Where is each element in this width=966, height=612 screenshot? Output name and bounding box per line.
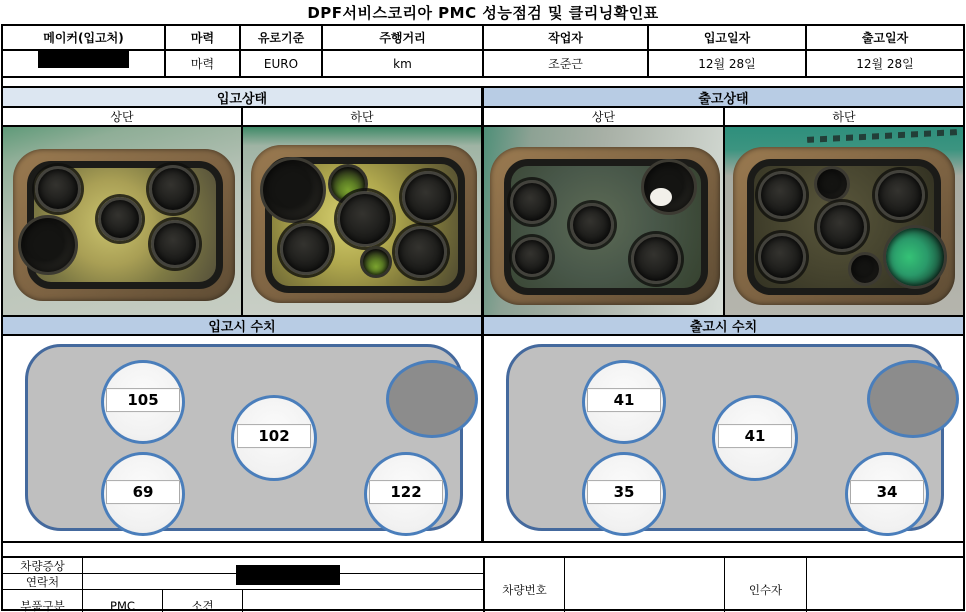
state-header-row xyxy=(3,88,963,108)
part-type-label: 부품구분 xyxy=(3,590,83,612)
vehicle-number-value xyxy=(565,558,725,612)
opinion-label: 소견 xyxy=(163,590,243,612)
redacted-contact-box xyxy=(236,565,340,585)
outlet-bottom-subheader: 하단 xyxy=(725,108,963,125)
inlet-value-bottom-right: 122 xyxy=(369,480,443,504)
header-mileage: 주행거리 xyxy=(323,26,484,51)
filter-port xyxy=(758,171,806,219)
receiver-label: 인수자 xyxy=(725,558,807,612)
vehicle-number-label: 차량번호 xyxy=(485,558,565,612)
outlet-value-bottom-right: 34 xyxy=(850,480,924,504)
filter-port xyxy=(35,166,81,212)
inlet-port-top-left xyxy=(101,360,185,444)
measurement-header-row xyxy=(3,317,963,336)
inlet-bottom-photo xyxy=(243,127,484,315)
inlet-value-top-left: 105 xyxy=(106,388,180,412)
outlet-bottom-photo xyxy=(725,127,963,315)
header-maker: 메이커(입고처) xyxy=(3,26,166,51)
filter-port xyxy=(631,234,681,284)
filter-port xyxy=(395,226,447,278)
value-maker xyxy=(3,51,166,76)
filter-port xyxy=(817,202,867,252)
measurement-diagrams xyxy=(3,336,963,543)
bottom-info-table xyxy=(3,558,963,612)
inlet-state-header: 입고상태 xyxy=(3,88,484,106)
dpf-plate-outline xyxy=(506,344,944,531)
value-outbound-date: 12월 28일 xyxy=(856,57,914,71)
inlet-top-subheader: 상단 xyxy=(3,108,243,125)
part-type-value: PMC xyxy=(83,590,163,612)
inlet-measure-header: 입고시 수치 xyxy=(3,317,484,334)
outlet-measure-header: 출고시 수치 xyxy=(484,317,963,334)
info-table xyxy=(3,26,963,78)
outlet-port-top-left xyxy=(582,360,666,444)
outlet-port-center xyxy=(712,395,798,481)
inlet-bottom-subheader: 하단 xyxy=(243,108,484,125)
page-title: DPF서비스코리아 PMC 성능점검 및 클리닝확인표 xyxy=(307,3,659,22)
header-euro-standard: 유로기준 xyxy=(241,26,323,51)
inlet-value-center: 102 xyxy=(237,424,311,448)
filter-port xyxy=(758,233,806,281)
outlet-diagram xyxy=(484,336,963,541)
open-pipe-port xyxy=(883,225,947,289)
chain-hoist xyxy=(807,129,957,143)
outlet-value-center: 41 xyxy=(718,424,792,448)
through-hole xyxy=(848,252,882,286)
contact-label: 연락처 xyxy=(3,574,83,590)
outlet-state-header: 출고상태 xyxy=(484,88,963,106)
through-hole xyxy=(814,166,850,202)
inlet-diagram xyxy=(3,336,484,541)
header-inbound-date: 입고일자 xyxy=(649,26,807,51)
header-outbound-date: 출고일자 xyxy=(807,26,963,51)
outlet-port-bottom-right xyxy=(845,452,929,536)
outlet-top-photo xyxy=(484,127,725,315)
spacer-row-top xyxy=(3,78,963,88)
header-horsepower: 마력 xyxy=(166,26,241,51)
photo-row xyxy=(3,127,963,317)
filter-port xyxy=(512,237,552,277)
outlet-port-top-right-blank xyxy=(867,360,959,438)
vehicle-symptom-label: 차량증상 xyxy=(3,558,83,574)
filter-port xyxy=(98,197,142,241)
receiver-value xyxy=(807,558,963,612)
form-sheet xyxy=(1,24,965,611)
filter-port xyxy=(151,220,199,268)
outlet-value-bottom-left: 35 xyxy=(587,480,661,504)
value-inbound-date: 12월 28일 xyxy=(649,51,807,76)
inlet-value-bottom-left: 69 xyxy=(106,480,180,504)
opinion-value xyxy=(243,590,485,612)
inlet-port-bottom-left xyxy=(101,452,185,536)
inlet-top-photo xyxy=(3,127,243,315)
inlet-port-center xyxy=(231,395,317,481)
value-horsepower: 마력 xyxy=(166,51,241,76)
through-hole xyxy=(360,246,392,278)
filter-port xyxy=(510,180,554,224)
top-bottom-subheader-row xyxy=(3,108,963,127)
value-mileage: km xyxy=(323,51,484,76)
inlet-port-top-right-blank xyxy=(386,360,478,438)
filter-port xyxy=(337,191,393,247)
redacted-maker-box xyxy=(38,51,129,68)
spacer-row-bottom xyxy=(3,543,963,558)
inlet-port-bottom-right xyxy=(364,452,448,536)
value-worker: 조준근 xyxy=(484,51,649,76)
open-pipe-port xyxy=(18,215,78,275)
filter-port xyxy=(570,203,614,247)
filter-port xyxy=(149,165,197,213)
header-worker: 작업자 xyxy=(484,26,649,51)
dpf-plate-outline xyxy=(25,344,463,531)
outlet-port-bottom-left xyxy=(582,452,666,536)
outlet-top-subheader: 상단 xyxy=(484,108,725,125)
filter-port xyxy=(402,171,454,223)
open-pipe-port xyxy=(260,157,326,223)
outlet-value-top-left: 41 xyxy=(587,388,661,412)
filter-port xyxy=(875,170,925,220)
light-reflection xyxy=(650,188,672,206)
filter-port xyxy=(280,223,332,275)
open-pipe-port xyxy=(641,159,697,215)
value-euro-standard: EURO xyxy=(241,51,323,76)
contact-value xyxy=(83,574,485,590)
